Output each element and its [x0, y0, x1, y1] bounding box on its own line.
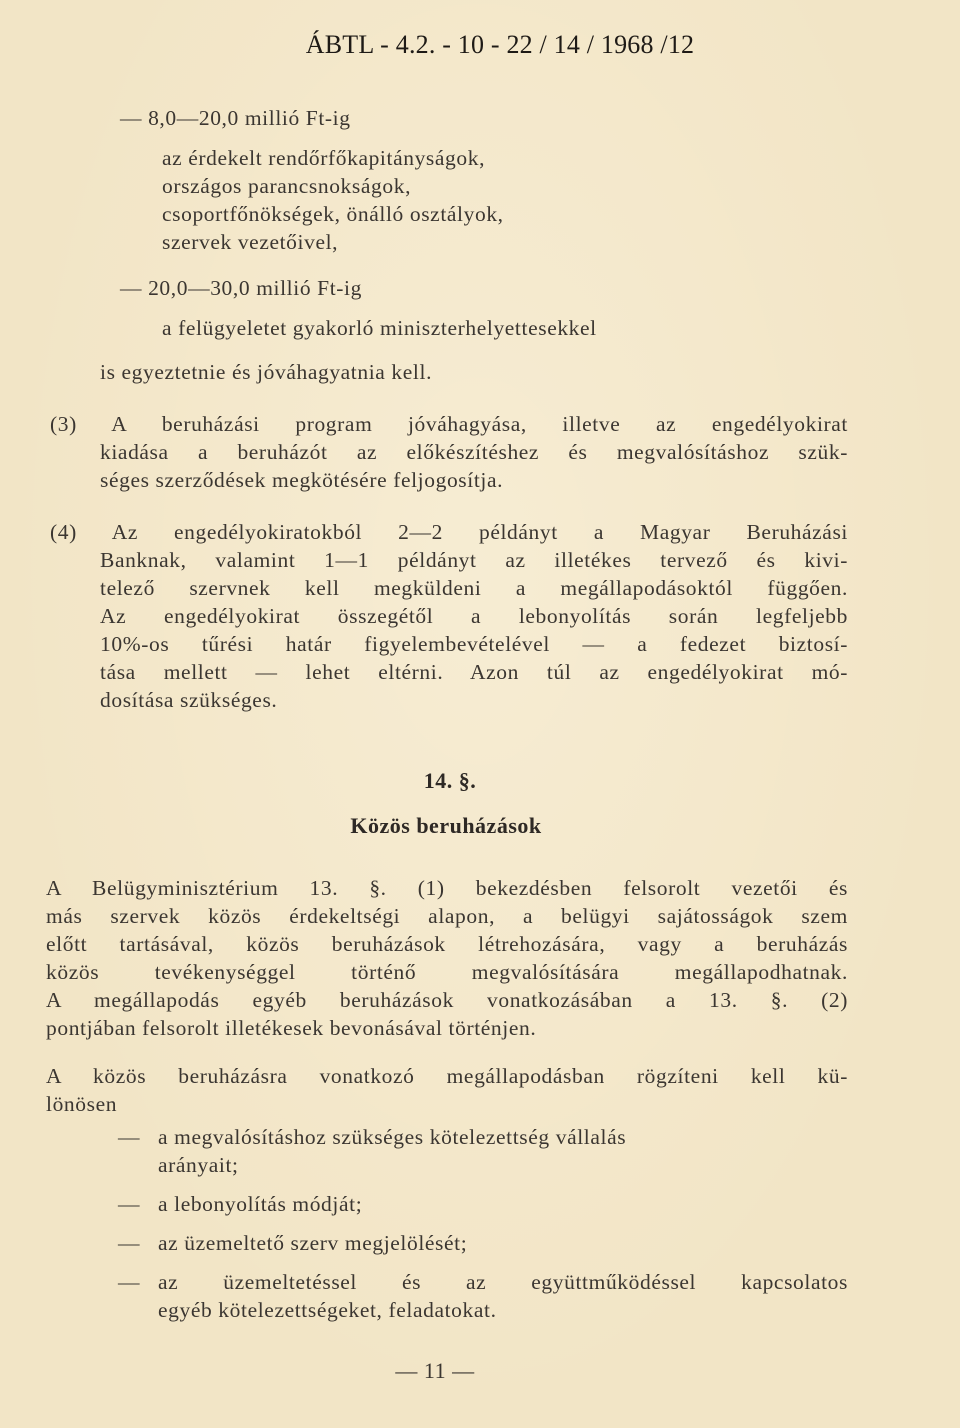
range-item-1-recipients — [162, 144, 762, 256]
paragraph-line: séges szerződések megkötésére feljogosítja. — [100, 468, 504, 492]
section-paragraph-2 — [46, 1062, 848, 1118]
bullet-item — [158, 1123, 848, 1179]
paragraph-line: tása mellett — lehet eltérni. Azon túl az engedélyokirat mó- — [100, 660, 848, 684]
paragraph-line: A közös beruházásra vonatkozó megállapodásban rögzíteni kell kü- — [46, 1064, 848, 1088]
bullet-dash: — — [118, 1231, 141, 1255]
section-paragraph-1 — [46, 874, 848, 1042]
range-item-2-recipient: a felügyeletet gyakorló miniszterhelyettesekkel — [162, 316, 597, 340]
paragraph-line: pontjában felsorolt illetékesek bevonásával történjen. — [46, 1016, 537, 1040]
recipient-line: országos parancsnokságok, — [162, 174, 412, 198]
paragraph-line: Az engedélyokirat összegétől a lebonyolítás során legfeljebb — [100, 604, 848, 628]
bullet-item — [158, 1268, 848, 1324]
archive-reference-stamp: ÁBTL - 4.2. - 10 - 22 / 14 / 1968 /12 — [305, 30, 695, 59]
paragraph-line: Banknak, valamint 1—1 példányt az illetékes tervező és kivi- — [100, 548, 848, 572]
bullet-item — [158, 1229, 848, 1257]
section-number: 14. §. — [423, 768, 477, 793]
recipient-line: csoportfőnökségek, önálló osztályok, — [162, 202, 504, 226]
bullet-line: a megvalósításhoz szükséges kötelezettség vállalás — [158, 1125, 627, 1149]
paragraph-line: lönösen — [46, 1092, 118, 1116]
paragraph-line: 10%-os tűrési határ figyelembevételével — a fedezet biztosí- — [100, 632, 848, 656]
paragraph-line: (4) Az engedélyokiratokból 2—2 példányt a Magyar Beruházási — [50, 520, 848, 544]
paragraph-line: A Belügyminisztérium 13. §. (1) bekezdésben felsorolt vezetői és — [46, 876, 848, 900]
bullet-item — [158, 1190, 848, 1218]
bullet-dash: — — [118, 1125, 141, 1149]
bullet-line: a lebonyolítás módját; — [158, 1192, 363, 1216]
range-item-2: — 20,0—30,0 millió Ft-ig — [120, 276, 362, 300]
recipient-line: szervek vezetőivel, — [162, 230, 339, 254]
bullet-dash: — — [118, 1270, 141, 1294]
bullet-line: egyéb kötelezettségeket, feladatokat. — [158, 1298, 497, 1322]
range-item-1: — 8,0—20,0 millió Ft-ig — [120, 106, 351, 130]
bullet-line: az üzemeltetéssel és az együttműködéssel kapcsolatos — [158, 1270, 848, 1294]
paragraph-line: közös tevékenységgel történő megvalósítására megállapodhatnak. — [46, 960, 848, 984]
paragraph-line: telező szervnek kell megküldeni a megállapodásoktól függően. — [100, 576, 848, 600]
paragraph-line: dosítása szükséges. — [100, 688, 278, 712]
page-number: — 11 — — [395, 1358, 475, 1383]
recipient-line: az érdekelt rendőrfőkapitányságok, — [162, 146, 486, 170]
paragraph-line: előtt tartásával, közös beruházások létrehozására, vagy a beruházás — [46, 932, 848, 956]
bullet-line: az üzemeltető szerv megjelölését; — [158, 1231, 468, 1255]
paragraph-3 — [50, 410, 848, 494]
approval-closing-line: is egyeztetnie és jóváhagyatnia kell. — [100, 360, 433, 384]
paragraph-line: A megállapodás egyéb beruházások vonatkozásában a 13. §. (2) — [46, 988, 848, 1012]
bullet-line: arányait; — [158, 1153, 239, 1177]
paragraph-4 — [50, 518, 848, 714]
paragraph-line: (3) A beruházási program jóváhagyása, illetve az engedélyokirat — [50, 412, 848, 436]
paragraph-line: kiadása a beruházót az előkészítéshez és megvalósításhoz szük- — [100, 440, 848, 464]
bullet-dash: — — [118, 1192, 141, 1216]
paragraph-line: más szervek közös érdekeltségi alapon, a belügyi sajátosságok szem — [46, 904, 848, 928]
section-title: Közös beruházások — [350, 813, 542, 838]
